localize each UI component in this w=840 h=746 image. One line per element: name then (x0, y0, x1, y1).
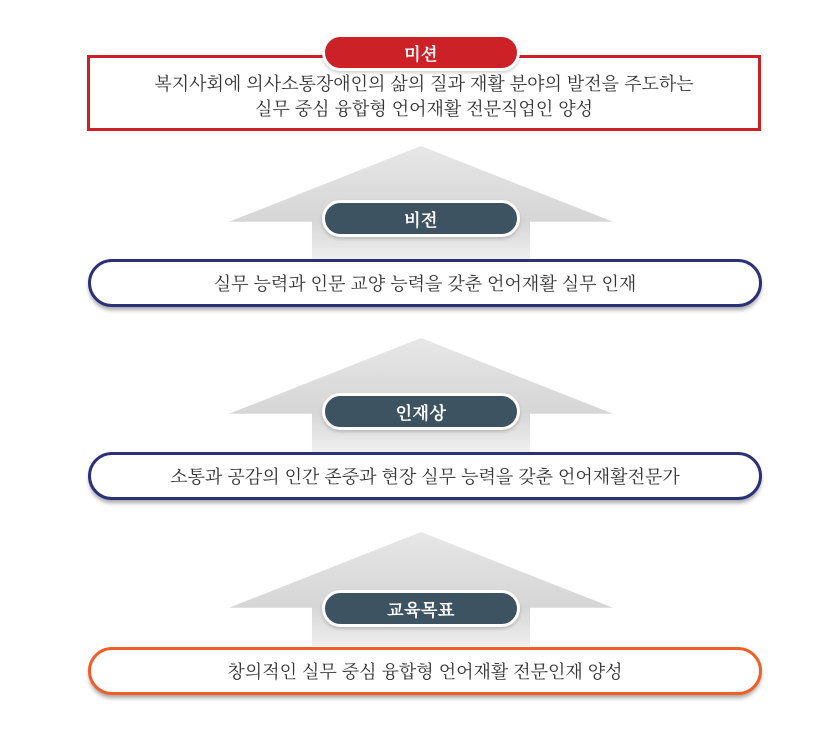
vision-box (88, 259, 762, 307)
mission-text-line-2: 실무 중심 융합형 언어재활 전문직업인 양성 (255, 99, 593, 119)
vision-badge-label: 비전 (404, 211, 438, 230)
mission-text-line-1: 복지사회에 의사소통장애인의 삶의 질과 재활 분야의 발전을 주도하는 (154, 74, 694, 94)
up-arrow-icon (229, 532, 613, 646)
edu-goal-badge (322, 590, 520, 627)
vision-badge (322, 200, 520, 237)
edu-goal-badge-label: 교육목표 (387, 601, 455, 620)
mission-badge (322, 34, 520, 71)
edu-goal-text: 창의적인 실무 중심 융합형 언어재활 전문인재 양성 (227, 662, 623, 682)
talent-text: 소통과 공감의 인간 존중과 현장 실무 능력을 갖춘 언어재활전문가 (170, 467, 680, 487)
mission-badge-label: 미션 (404, 45, 438, 64)
talent-badge (322, 393, 520, 430)
talent-badge-label: 인재상 (395, 404, 447, 423)
edu-goal-box (88, 647, 762, 695)
vision-text: 실무 능력과 인문 교양 능력을 갖춘 언어재활 실무 인재 (213, 274, 637, 294)
talent-box (88, 452, 762, 500)
